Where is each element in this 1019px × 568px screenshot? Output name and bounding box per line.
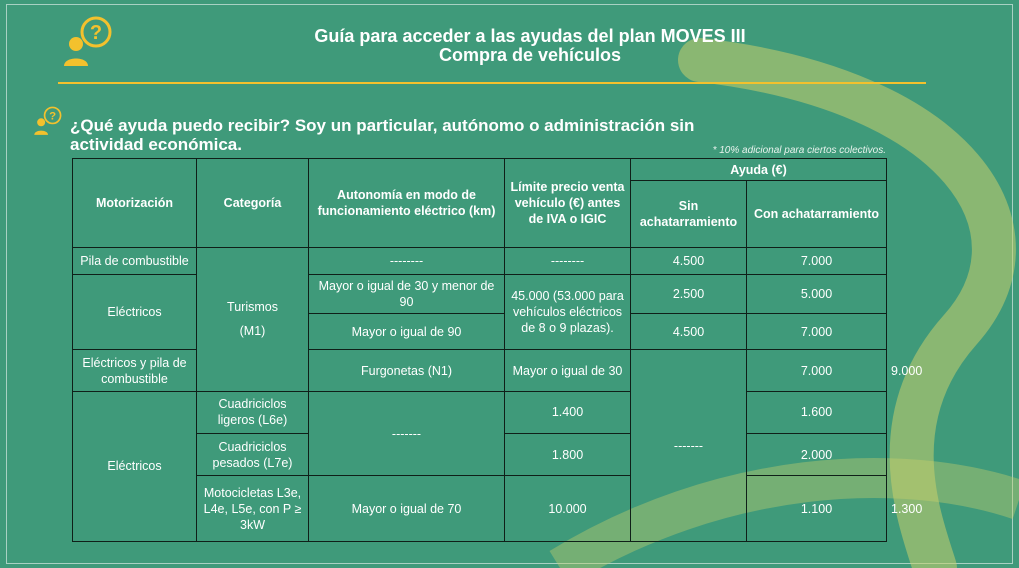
autonomia-cell: Mayor o igual de 30 <box>505 350 631 391</box>
categoria-turismos: Turismos <box>227 300 278 315</box>
categoria-cell: Motocicletas L3e, L4e, L5e, con P ≥ 3kW <box>197 476 309 542</box>
amount-con: 7.000 <box>747 247 887 275</box>
autonomia-cell: ------- <box>309 391 505 476</box>
categoria-cell <box>197 247 309 391</box>
motorizacion-cell: Pila de combustible <box>73 247 197 275</box>
categoria-cell: Cuadriciclos ligeros (L6e) <box>197 391 309 433</box>
header-autonomia: Autonomía en modo de funcionamiento eléctrico (km) <box>309 159 505 248</box>
amount-con: 5.000 <box>747 275 887 314</box>
limite-cell: -------- <box>505 247 631 275</box>
header-sin-achatarramiento: Sin achatarramiento <box>631 181 747 248</box>
motorizacion-cell: Eléctricos y pila de combustible <box>73 350 197 391</box>
header-motorizacion: Motorización <box>73 159 197 248</box>
autonomia-cell: Mayor o igual de 90 <box>309 314 505 350</box>
page-subtitle: Compra de vehículos <box>438 45 622 65</box>
amount-con: 7.000 <box>747 314 887 350</box>
header-divider <box>58 82 926 84</box>
amount-sin: 2.500 <box>631 275 747 314</box>
section-question: ¿Qué ayuda puedo recibir? Soy un particular, autónomo o administración sin actividad económica. <box>70 116 695 154</box>
autonomia-cell: Mayor o igual de 30 y menor de 90 <box>309 275 505 314</box>
page-title: Guía para acceder a las ayudas del plan MOVES III <box>314 26 746 46</box>
header-ayuda: Ayuda (€) <box>631 159 887 181</box>
limite-cell: ------- <box>631 350 747 542</box>
categoria-cell: Cuadriciclos pesados (L7e) <box>197 434 309 476</box>
question-person-icon <box>32 104 64 136</box>
amount-sin: 1.400 <box>505 391 631 433</box>
amount-con: 2.000 <box>747 434 887 476</box>
autonomia-cell: -------- <box>309 247 505 275</box>
svg-text:?: ? <box>89 22 103 44</box>
amount-sin: 7.000 <box>747 350 887 391</box>
categoria-turismos-code: (M1) <box>239 324 266 339</box>
aid-table: Motorización Categoría Autonomía en modo de funcionamiento eléctrico (km) Límite precio venta vehículo (€) antes de IVA o IGIC Ayuda (€) Sin achatarramiento Con achatarramiento Pila de combustible Turismos (M1) -------- -------- 4.500 7.000 Eléctricos Mayor o igual de 30 y menor de 90 45.000 (53.000 para vehículos eléctricos de 8 o 9 plazas). 2.500 5.000 Mayor o igual de 90 4.500 7.000 Eléctricos y pila de combustible Furgonetas (N1) Mayor o igual de 30 ------- 7.000 9.000 Eléctricos Cuadriciclos ligeros (L6e) ------- 1.400 1.600 Cuadriciclos pesados (L7e) 1.800 2.000 Motocicletas L3e, L4e, L5e, con P ≥ 3kW Mayor o igual de 70 10.000 1.100 1.300 <box>72 158 887 542</box>
motorizacion-cell: Eléctricos <box>73 275 197 350</box>
amount-con: 1.600 <box>747 391 887 433</box>
svg-text:?: ? <box>49 110 57 123</box>
header-con-achatarramiento: Con achatarramiento <box>747 181 887 248</box>
motorizacion-cell: Eléctricos <box>73 391 197 541</box>
amount-sin: 1.800 <box>505 434 631 476</box>
categoria-cell: Furgonetas (N1) <box>309 350 505 391</box>
question-person-icon <box>60 12 116 68</box>
amount-sin: 1.100 <box>747 476 887 542</box>
limite-cell: 45.000 (53.000 para vehículos eléctricos de 8 o 9 plazas). <box>505 275 631 350</box>
header-limite-precio: Límite precio venta vehículo (€) antes de IVA o IGIC <box>505 159 631 248</box>
footnote: * 10% adicional para ciertos colectivos. <box>712 145 886 156</box>
header-categoria: Categoría <box>197 159 309 248</box>
amount-sin: 4.500 <box>631 247 747 275</box>
amount-sin: 4.500 <box>631 314 747 350</box>
limite-cell: 10.000 <box>505 476 631 542</box>
autonomia-cell: Mayor o igual de 70 <box>309 476 505 542</box>
